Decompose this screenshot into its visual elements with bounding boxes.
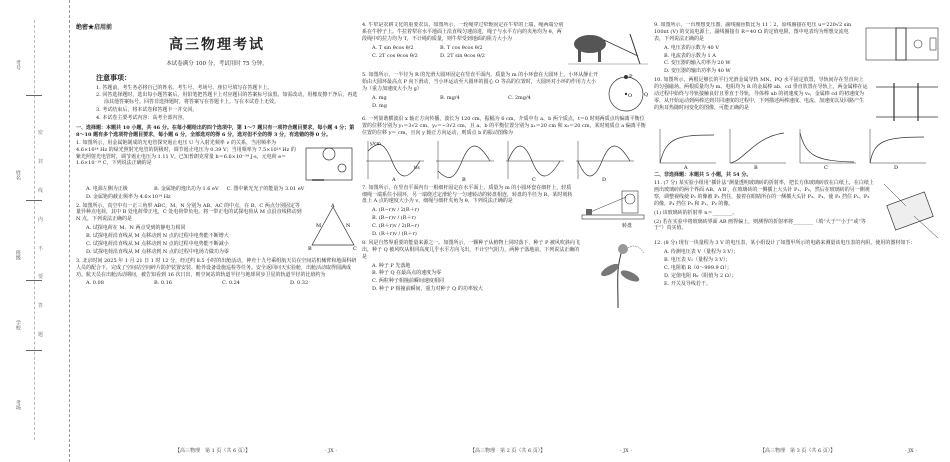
- graph-label: C: [532, 176, 536, 183]
- question-9-options: [654, 45, 858, 76]
- option: A. 电源左侧为正极: [86, 185, 128, 192]
- option: B. 试探电荷沿直线从 M 点移动到 N 点的过程中电势能不断增大: [86, 233, 229, 240]
- option: C. (R＋r)v / 2(R−r): [372, 223, 419, 230]
- graph-label: B: [754, 165, 758, 170]
- wave-graph-b: [432, 139, 496, 183]
- blank-line: [26, 95, 42, 96]
- binding-label-room: 考场: [14, 400, 21, 410]
- equipment-item: E. 开关及导线若干。: [664, 280, 711, 287]
- option: A. 0.08: [86, 280, 104, 287]
- notice-item: 4. 本试卷主要考试内容：高考全部内容。: [96, 115, 188, 122]
- option: D. 金属铯的截止频率为 4.6×10¹⁴ Hz: [86, 193, 171, 200]
- triangle-label: C: [353, 245, 357, 251]
- option: A. 种子 P 先落地: [372, 262, 411, 269]
- question-5: 5. 如图所示，一半径为 R 的光滑大圆环固定在竖直平面内，质量为 m 的小环套在大圆环上，小环从静止开始由大圆环最高点 P 向下滑动，当小环运动至大圆环的圆心 O 等高的位置时，大圆环对小环的作用力大小为（重力加速度大小为 g）: [362, 72, 599, 92]
- triangle-label: A: [331, 202, 335, 209]
- page-footer-2: 【高三物理 第 2 页（共 6 页）】: [470, 448, 546, 454]
- option: D. 2T sin θcos θ/2: [440, 52, 485, 59]
- blank-line: [26, 350, 42, 351]
- triangle-figure: [308, 203, 358, 251]
- question-5-options: [362, 95, 600, 110]
- option: D. mg: [372, 102, 387, 109]
- question-12-items: [654, 249, 942, 287]
- option: C. 变压器的输入功率为 20 W: [664, 60, 731, 67]
- option: B. 金属铯的逸出功为 1.6 eV: [154, 185, 219, 192]
- column-1: [76, 22, 358, 440]
- page-footer-1: 【高三物理 第 1 页（共 6 页）】: [175, 448, 251, 454]
- option: B. mg/4: [440, 94, 460, 101]
- question-11-sub: (2) 若在实验中将玻璃砖界面 AB 画得偏上，则测得的折射率将________（填“大于”“小于”或“等于”）真实值。: [654, 218, 866, 232]
- question-2-options: [76, 225, 304, 256]
- ring-label: P: [629, 74, 633, 80]
- option: D. 变压器的输出功率为 40 W: [664, 68, 731, 75]
- graph-label: D: [894, 165, 899, 170]
- column-3: [654, 22, 942, 440]
- figure-label: 转盘: [622, 222, 633, 229]
- question-3-options: [76, 280, 358, 287]
- curve-graph-b: [724, 127, 788, 169]
- option: D. 0.32: [290, 280, 309, 287]
- wave-graph-c: [502, 139, 566, 183]
- question-12: 12. (8 分) 现有一块量程为 3 V 的电压表，某小组设计了如图甲所示的电路来测量该电压表的内阻，使用的器材如下：: [654, 240, 916, 247]
- footer-tag: · JX ·: [620, 448, 632, 454]
- exam-info: 本试卷满分 100 分，考试用时 75 分钟。: [166, 61, 268, 68]
- graph-label: A: [684, 165, 688, 170]
- graph-label: C: [824, 165, 828, 170]
- wave-graph-d: [572, 139, 636, 183]
- option: B. 0.16: [154, 280, 172, 287]
- option: C. 试探电荷沿直线从 M 点移动到 N 点的过程中电势能不断减小: [86, 241, 229, 248]
- question-6: 6. 一列简谐横波沿 x 轴正方向传播，波长为 120 cm，振幅为 6 cm，介质中有 a、b 两个质点，t＝0 时刻两质点均偏离平衡位置的位移分别为 y₁＝3√2 cm、y₂＝−3√2 cm，且 a、b 的平衡位置分别为 x₁＝20 cm 和 x₂＝20 cm，某时刻质点 a 偏离平衡位置的位移 y＝ cm，且向 y 轴正方向运动，则质点 b 的振动图像为: [362, 116, 646, 136]
- binding-label-name: 姓名: [14, 170, 21, 180]
- graph-label: D: [602, 176, 607, 183]
- notice-item: 3. 考试结束后，将本试卷和答题卡一并交回。: [96, 107, 198, 114]
- photocell-circuit-figure: [302, 140, 358, 186]
- equipment-item: C. 电阻箱 R（0～999.9 Ω）；: [664, 264, 732, 271]
- option: C. 两粒种子相撞前瞬间速度相同: [372, 278, 444, 285]
- question-3: 3. 北京时间 2025 年 1 月 21 日 1 时 12 分，经过约 8.5 小时的出舱活动，神舟十九号乘组航天员在空间站机械臂和地面科研人员的配合下，完成了空间站空间碎片防护装置安装、舱外设备设施巡检等任务。安全返回问天实验舱，出舱活动取得圆满成功。航天员在出舱活动期间，被告知看到 16 次日出，则空间站的轨道半径与地球同步卫星的轨道半径的比值约为: [76, 257, 357, 278]
- question-4-options: [362, 45, 564, 60]
- question-2: 2. 如图所示，真空中有一正三角形 ABC，M、N 分别为 AB、AC 的中点，在 B、C 两点分别固定等量异种点电荷，其中 B 处电荷带正电，C 处电荷带负电，将一带正电的试探电荷从 M 点沿直线移动到 N 点，下列说法正确的是: [76, 202, 302, 223]
- axis-label: t/s: [414, 165, 420, 171]
- notice-title: 注意事项：: [96, 72, 131, 82]
- triangle-label: M: [316, 222, 322, 229]
- transformer-figure: [862, 22, 942, 66]
- option: A. T sin θcos θ/2: [372, 44, 414, 51]
- question-10-graphs: [654, 127, 942, 169]
- question-8: 8. 风是自然界重要的能量来源之一。如图所示，一颗种子从植物上同时落下，种子 P 被风吹斜向飞出，种子 Q 被风吹从相同高度几乎水平方向飞出，不计空气阻力，两种子落地前，下列说法正确的是: [362, 239, 580, 260]
- option: B. (R−r)v / (R＋r): [372, 215, 416, 222]
- secret-mark: 绝密★启用前: [76, 24, 113, 31]
- page-footer-3: 【高三物理 第 3 页（共 6 页）】: [760, 448, 836, 454]
- option: D. 试探电荷沿直线从 M 点移动到 N 点的过程中电场力做功为零: [86, 248, 229, 255]
- rails-figure: [872, 77, 942, 127]
- option: C. 2T cos θcos θ/2: [372, 52, 418, 59]
- turntable-figure: [578, 185, 648, 231]
- question-4: 4. 牛犁是农耕文化的重要农具，如图所示，一轮绳穿过犁轭固定在牛犁的上端，绳两端分别系在牛脖子上。牛拉着犁在水平地面上沿直线匀速前进，绳子与水平方向的夹角均为 θ，两段绳中的拉力均为 T，不计绳的质量，则牛犁受到地面的阻力大小为: [362, 22, 564, 42]
- question-7: 7. 如图所示，在竖直平面内有一根细杆固定在水平面上，质量为 m 的小圆环套在细杆上，轻质细绳一端系住小圆环，另一端绕过定滑轮与一匀速转动的转盘相连，转盘的半径为 R，某时刻转盘上 A 点的速度大小为 v，细绳与细杆夹角为 θ，下列说法正确的是: [362, 184, 573, 205]
- curve-graph-d: [864, 127, 928, 169]
- question-1: 1. 如图所示，用金属铯制成的光电管探究遏止电压 U 与入射光频率 ν 的关系，当用频率为 4.6×10¹⁴ Hz 的绿光照射光电管的阴极时，调节遏止电压为 0.39 V；当用频率为 7.5×10¹⁴ Hz 的紫光照射光电管时，调节遏止电压为 1.11 V。已知普朗克常量 h＝6.6×10⁻³⁴ J·s，元电荷 e＝1.6×10⁻¹⁹ C，下列说法正确的是: [76, 139, 296, 167]
- option: A. 试探电荷在 M、N 两点受到的静电力相同: [86, 225, 186, 232]
- section-2-title: 二、非选择题：本题共 5 小题，共 54 分。: [654, 172, 752, 179]
- ring-label: O: [628, 93, 633, 99]
- graph-label: B: [462, 176, 466, 183]
- equipment-item: B. 电压表 V₁（量程为 3 V）；: [664, 256, 731, 263]
- question-11-sub: (1) 该玻璃砖的折射率 n＝________。: [654, 209, 738, 216]
- option: D. 种子 P 相撞前瞬间，重力对种子 Q 的功率较大: [372, 286, 483, 293]
- notice-item: 2. 回答选择题时，选出每小题答案后，用铅笔把答题卡上对应题目的答案标号涂黑。如需改动，用橡皮擦干净后，再选涂其他答案标号。回答非选择题时，将答案写在答题卡上。写在本试卷上无效。: [96, 92, 358, 106]
- binding-label-class: 班级: [14, 250, 21, 260]
- seal-dashed-line: [34, 20, 35, 440]
- notice-item: 1. 答题前，考生务必将自己的姓名、考生号、考场号、座位号填写在答题卡上。: [96, 84, 273, 91]
- option: A. mg: [372, 94, 387, 101]
- footer-tag: · JX ·: [325, 448, 337, 454]
- graph-label: A: [392, 176, 396, 183]
- footer-tag: · JX ·: [905, 448, 917, 454]
- option: A. (R−r)v / 2(R＋r): [372, 207, 419, 214]
- axis-label: y/cm: [370, 141, 381, 147]
- column-2: [362, 22, 648, 440]
- option: A. 电压表的示数为 40 V: [664, 44, 719, 51]
- question-8-options: [362, 263, 584, 294]
- curve-graph-c: [794, 127, 858, 169]
- question-9: 9. 如图所示，一台理想变压器，副线圈匝数比为 11∶2，原线圈接在电压 u＝220√2 sin 100πt (V) 的交流电源上，副线圈接有 R＝40 Ω 的定值电阻，图中电表均为理想交流电表，下列说法正确的是: [654, 22, 852, 42]
- curve-graph-a: [654, 127, 718, 169]
- option: C. 图中紫光光子的能量为 3.01 eV: [226, 185, 305, 192]
- binding-strip: [0, 0, 70, 462]
- question-10: 10. 如图所示，两根足够长的平行光滑金属导轨 MN、PQ 水平固定放置，导轨间存在竖直向上的匀强磁场。两根质量均为 m、电阻均为 R 的金属棒 ab、cd 垂直放置在导轨上，两金属棒在运动过程中始终与导轨接触良好且垂直于导轨，导体棒 ab 的初速度为 v₀，金属棒 cd 的初速度为零，从开始运动到两棒达到共同速度的过程中，下列描述两棒速度、电流、加速度以及回路产生的焦耳热随时间变化的图像，可能正确的是: [654, 77, 868, 111]
- binding-label-exam-no: 考号: [14, 60, 21, 70]
- seal-text: 密 封 线 内 不 要 答 题: [38, 130, 44, 339]
- triangle-label: N: [346, 222, 351, 229]
- option: B. 电流表的示数为 1 A: [664, 52, 716, 59]
- option: B. T cos θcos θ/2: [440, 44, 483, 51]
- ring-figure: [604, 72, 648, 116]
- binding-label-school: 学校: [14, 320, 21, 330]
- option: B. 种子 Q 在最高点的速度为零: [372, 270, 442, 277]
- question-6-graphs: [362, 139, 648, 183]
- question-11: 11. (7 分) 某实验小组用“插针法”测量透明玻璃砖的折射率，把长方体玻璃砖放在白纸上，在白纸上画出玻璃砖的两个界面 AB、A′B′，在玻璃砖的一侧插上大头针 P₁、P₂，然后在玻璃砖的另一侧观察，调整视线使 P₁ 的像被 P₂ 挡住，接着在眼睛所在的一侧插大头针 P₃、P₄，使 P₃ 挡住 P₁、P₂ 的像，P₄ 挡住 P₃ 和 P₁、P₂ 的像。: [654, 180, 874, 207]
- option: D. (R＋r)v / (R＋r): [372, 231, 417, 238]
- question-1-options: [76, 186, 358, 201]
- triangle-label: B: [308, 245, 312, 251]
- ring-label: Q: [644, 92, 648, 98]
- option: C. 2mg/4: [508, 94, 531, 101]
- wave-graph-a: [362, 139, 426, 183]
- option: C. 0.24: [222, 280, 240, 287]
- equipment-item: D. 定值电阻 R₀（阻值为 2 Ω）；: [664, 272, 737, 279]
- notice-block: [76, 73, 358, 122]
- glass-block-figure: [878, 180, 942, 240]
- section-1-title: 一、选择题：本题共 10 小题，共 46 分。在每小题给出的四个选项中，第 1～7 题只有一项符合题目要求，每小题 4 分；第 8～10 题有多个选项符合题目要求，每小题 6 分，全部选对的得 6 分，选对但不全的得 3 分，有选错的得 0 分。: [76, 125, 355, 138]
- plant-seed-figure: [588, 240, 648, 310]
- page-title: 高三物理考试: [169, 37, 265, 53]
- equipment-item: A. 待测电压表 V（量程为 3 V）；: [664, 249, 739, 256]
- ox-plough-figure: [568, 22, 648, 72]
- question-7-options: [362, 207, 574, 238]
